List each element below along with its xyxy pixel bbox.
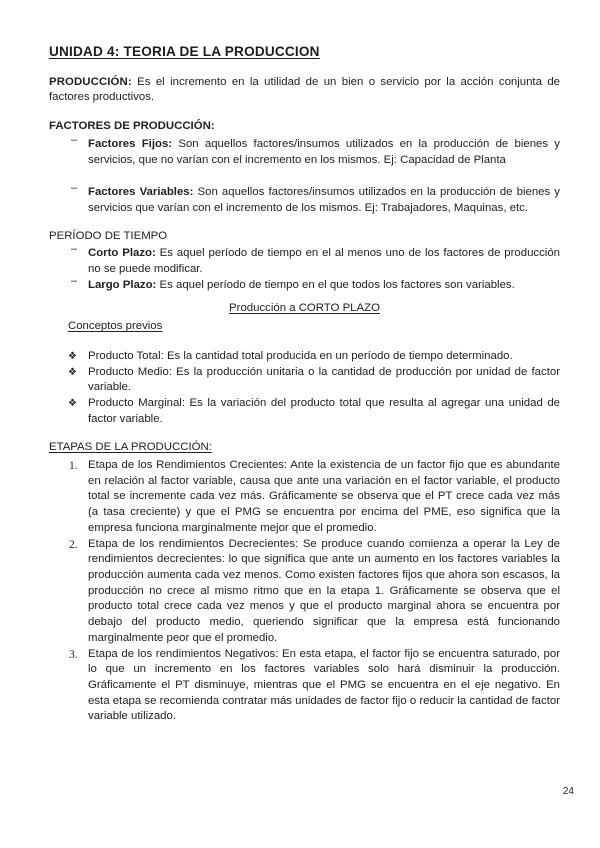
periodo-heading: PERÍODO DE TIEMPO (49, 229, 168, 242)
dash-bullet: – (71, 243, 78, 256)
produccion-definition: Es el incremento en la utilidad de un bien o servicio por la acción conjunta de factores productivos. (49, 75, 561, 104)
etapas-list (49, 458, 560, 725)
term: Factores Fijos: (88, 137, 173, 150)
definition: Es aquel período de tiempo en el que todos los factores son variables. (159, 278, 515, 291)
list-item-largo-plazo (49, 274, 560, 294)
list-item-producto-marginal (49, 396, 560, 427)
produccion-paragraph (49, 75, 560, 106)
factores-list (49, 133, 560, 217)
page-title: UNIDAD 4: TEORIA DE LA PRODUCCION (49, 44, 320, 59)
conceptos-list (49, 349, 560, 428)
diamond-bullet: ❖ (68, 398, 77, 410)
list-item-etapa-1 (49, 458, 560, 537)
diamond-bullet: ❖ (68, 367, 77, 379)
corto-plazo-section-heading: Producción a CORTO PLAZO (229, 302, 380, 315)
produccion-term: PRODUCCIÓN: (49, 75, 132, 88)
periodo-list (49, 243, 561, 293)
dash-bullet: – (71, 182, 78, 195)
list-item-producto-total (49, 349, 560, 365)
definition: Producto Medio: Es la producción unitaria o la cantidad de producción por unidad de factor variable. (88, 365, 560, 394)
definition: Producto Total: Es la cantidad total producida en un período de tiempo determinado. (88, 349, 513, 362)
definition: Etapa de los Rendimientos Crecientes: Ante la existencia de un factor fijo que es abundante en relación al factor variable, causa que ante una variación en el factor variable, el producto total se incremente cada vez más. Gráficamente se observa que el PT crece cada vez más (a tasa creciente) y que el PMG se encuentra por encima del PME, eso significa que la empresa funciona marginalmente mejor que el promedio. (88, 459, 560, 534)
term: Corto Plazo: (88, 247, 156, 260)
list-item-factores-variables (49, 182, 560, 216)
dash-bullet: – (71, 133, 78, 146)
conceptos-previos-heading: Conceptos previos (68, 320, 163, 333)
term: Largo Plazo: (88, 278, 157, 291)
etapas-heading: ETAPAS DE LA PRODUCCIÓN: (49, 441, 212, 454)
list-item-producto-medio (49, 365, 560, 396)
list-number: 2. (69, 537, 78, 551)
definition: Es aquel período de tiempo en el al menos uno de los factores de producción no se puede modificar. (88, 247, 561, 276)
list-item-corto-plazo (49, 243, 561, 277)
definition: Son aquellos factores/insumos utilizados en la producción de bienes y servicios que varían con el incremento de los mismos. Ej: Trabajadores, Maquinas, etc. (88, 186, 560, 214)
list-number: 1. (69, 459, 78, 473)
dash-bullet: – (71, 274, 78, 287)
list-item-etapa-2 (49, 537, 560, 647)
term: Factores Variables: (88, 186, 194, 199)
list-item-etapa-3 (49, 647, 560, 726)
page-content (49, 44, 560, 725)
definition: Producto Marginal: Es la variación del producto total que resulta al agregar una unidad de factor variable. (88, 396, 560, 425)
definition: Etapa de los rendimientos Negativos: En esta etapa, el factor fijo se encuentra saturado, por lo que un incremento en los factores variables solo hará disminuir la producción. Gráficamente el PT disminuye, mientras que el PMG se encuentra en el eje negativo. En esta etapa se recomienda contratar más unidades de factor fijo o reducir la cantidad de factor variable utilizado. (88, 647, 560, 723)
definition: Etapa de los rendimientos Decrecientes: Se produce cuando comienza a operar la Ley de rendimientos decrecientes: lo que significa que ante un aumento en los factores variables la producción aumenta cada vez menos. Como existen factores fijos que ahora son escasos, la producción no crece al mismo ritmo que en la etapa 1. Gráficamente se observa que el producto total crece cada vez menos y que el producto marginal ahora se encuentra por debajo del producto medio, queriendo significar que la empresa está funcionando marginalmente peor que el promedio. (88, 537, 560, 644)
definition: Son aquellos factores/insumos utilizados en la producción de bienes y servicios, que no varían con el incremento en los mismos. Ej: Capacidad de Planta (88, 137, 560, 166)
diamond-bullet: ❖ (68, 351, 77, 363)
list-item-factores-fijos (49, 133, 560, 168)
list-number: 3. (69, 647, 78, 661)
page-number: 24 (562, 786, 574, 797)
factores-heading: FACTORES DE PRODUCCIÓN: (49, 120, 215, 133)
